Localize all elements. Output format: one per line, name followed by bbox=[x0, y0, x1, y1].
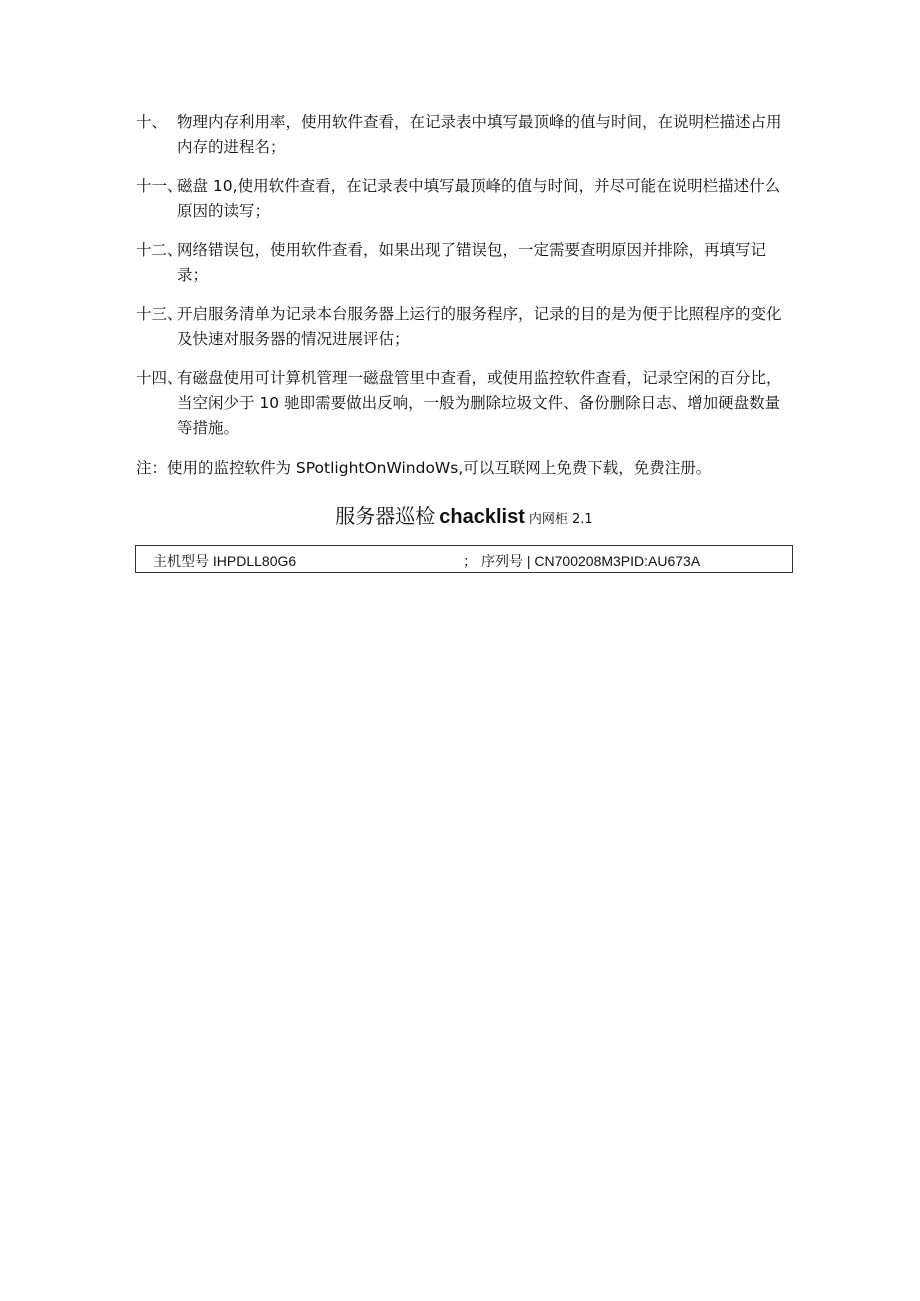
list-item-text: 磁盘 10,使用软件查看，在记录表中填写最顶峰的值与时间，并尽可能在说明栏描述什么原因的读写； bbox=[177, 177, 781, 220]
list-item-text: 开启服务清单为记录本台服务器上运行的服务程序，记录的目的是为便于比照程序的变化及快速对服务器的情况进展评估； bbox=[177, 305, 782, 348]
list-item bbox=[136, 110, 792, 160]
footnote: 注：使用的监控软件为 SPotlightOnWindoWs,可以互联网上免费下载，免费注册。 bbox=[136, 459, 712, 477]
list-item-number: 十四、 bbox=[136, 369, 183, 387]
list-item-text: 有磁盘使用可计算机管理一磁盘管里中查看，或使用监控软件查看，记录空闲的百分比，当空闲少于 10 驰即需要做出反响，一般为删除垃圾文件、备份删除日志、增加硬盘数量等措施。 bbox=[177, 369, 782, 437]
host-model: 主机型号 IHPDLL80G6 bbox=[153, 553, 297, 569]
title-subtitle: 内网柜 2.1 bbox=[528, 512, 593, 527]
instruction-list bbox=[136, 110, 792, 455]
host-info-box bbox=[135, 545, 793, 573]
list-item bbox=[136, 366, 792, 441]
list-item-number: 十二、 bbox=[136, 241, 183, 259]
list-item-text: 网络错误包，使用软件查看，如果出现了错误包，一定需要查明原因并排除，再填写记录； bbox=[177, 241, 767, 284]
list-item-number: 十、 bbox=[136, 113, 168, 131]
field-separator: ； bbox=[463, 553, 477, 569]
list-item bbox=[136, 302, 792, 352]
checklist-title bbox=[136, 500, 792, 529]
list-item-number: 十三、 bbox=[136, 305, 183, 323]
title-english: chacklist bbox=[439, 506, 525, 528]
list-item bbox=[136, 238, 792, 288]
title-main: 服务器巡检 bbox=[335, 504, 436, 528]
list-item bbox=[136, 174, 792, 224]
list-item-number: 十一、 bbox=[136, 177, 183, 195]
serial-number: 序列号 | CN700208M3PID:AU673A bbox=[481, 553, 701, 569]
list-item-text: 物理内存利用率，使用软件查看，在记录表中填写最顶峰的值与时间，在说明栏描述占用内存的进程名； bbox=[177, 113, 782, 156]
